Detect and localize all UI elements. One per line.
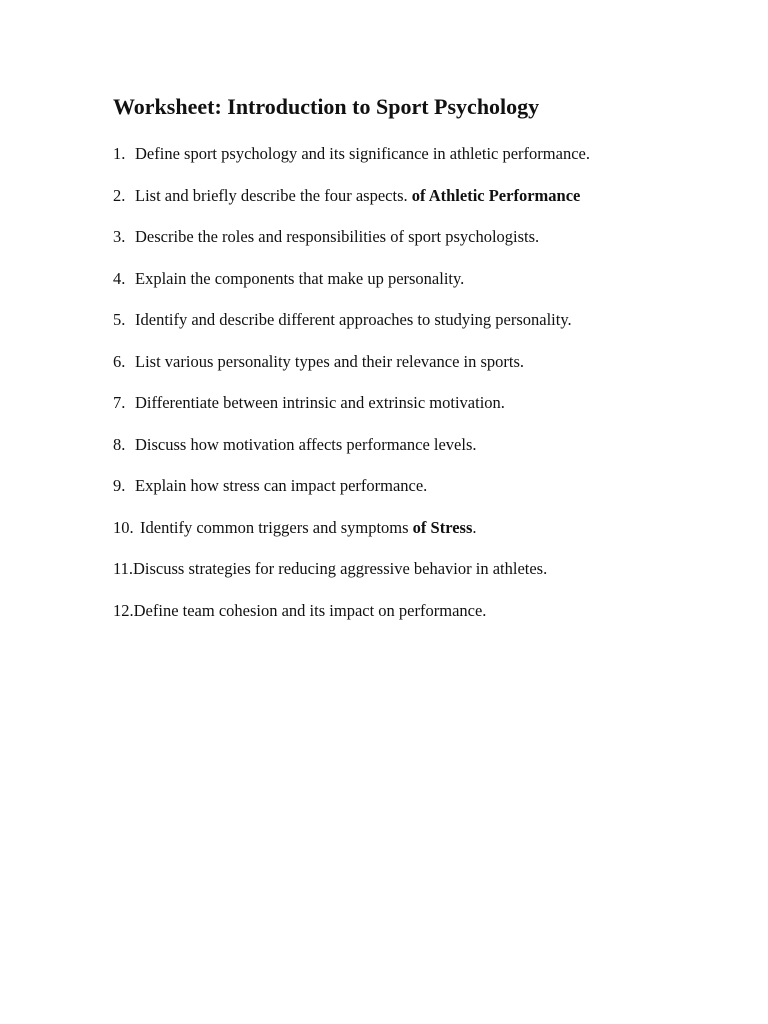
- question-text: Discuss how motivation affects performance levels.: [135, 434, 477, 454]
- question-number: 12.: [113, 600, 134, 620]
- question-number: 3.: [113, 227, 126, 246]
- list-item: [113, 226, 590, 268]
- bold-emphasis: of Athletic Performance: [411, 185, 581, 205]
- question-text: List and briefly describe the four aspects. of Athletic Performance: [135, 185, 581, 205]
- question-list: [113, 143, 590, 641]
- question-text: Identify and describe different approaches to studying personality.: [135, 310, 572, 329]
- list-item: [113, 475, 590, 517]
- question-number: 5.: [113, 310, 126, 329]
- question-text: Identify common triggers and symptoms of Stress.: [140, 517, 477, 537]
- question-number: 9.: [113, 476, 126, 495]
- list-item: [113, 268, 590, 310]
- question-number: 4.: [113, 268, 126, 288]
- question-text: List various personality types and their relevance in sports.: [135, 351, 525, 371]
- question-number: 8.: [113, 434, 126, 454]
- list-item: [113, 309, 590, 351]
- list-item: [113, 434, 590, 476]
- list-item: [113, 185, 590, 227]
- list-item: [113, 558, 590, 600]
- question-text: Differentiate between intrinsic and extrinsic motivation.: [135, 393, 505, 412]
- list-item: [113, 351, 590, 393]
- question-number: 1.: [113, 144, 126, 163]
- page-title: Worksheet: Introduction to Sport Psychology: [113, 94, 540, 119]
- question-number: 11.: [113, 559, 134, 578]
- question-text: Explain how stress can impact performance.: [135, 476, 428, 495]
- list-item: [113, 600, 590, 642]
- question-number: 7.: [113, 393, 126, 412]
- list-item: [113, 392, 590, 434]
- bold-emphasis: of Stress: [412, 517, 473, 537]
- question-text: Discuss strategies for reducing aggressive behavior in athletes.: [133, 559, 548, 578]
- question-number: 10.: [113, 517, 134, 537]
- question-text: Describe the roles and responsibilities of sport psychologists.: [135, 227, 540, 246]
- question-text: Define sport psychology and its significance in athletic performance.: [135, 144, 590, 163]
- list-item: [113, 143, 590, 185]
- question-text: Define team cohesion and its impact on performance.: [133, 600, 487, 620]
- question-text: Explain the components that make up personality.: [135, 268, 465, 288]
- list-item: [113, 517, 590, 559]
- question-number: 6.: [113, 351, 126, 371]
- question-number: 2.: [113, 185, 126, 205]
